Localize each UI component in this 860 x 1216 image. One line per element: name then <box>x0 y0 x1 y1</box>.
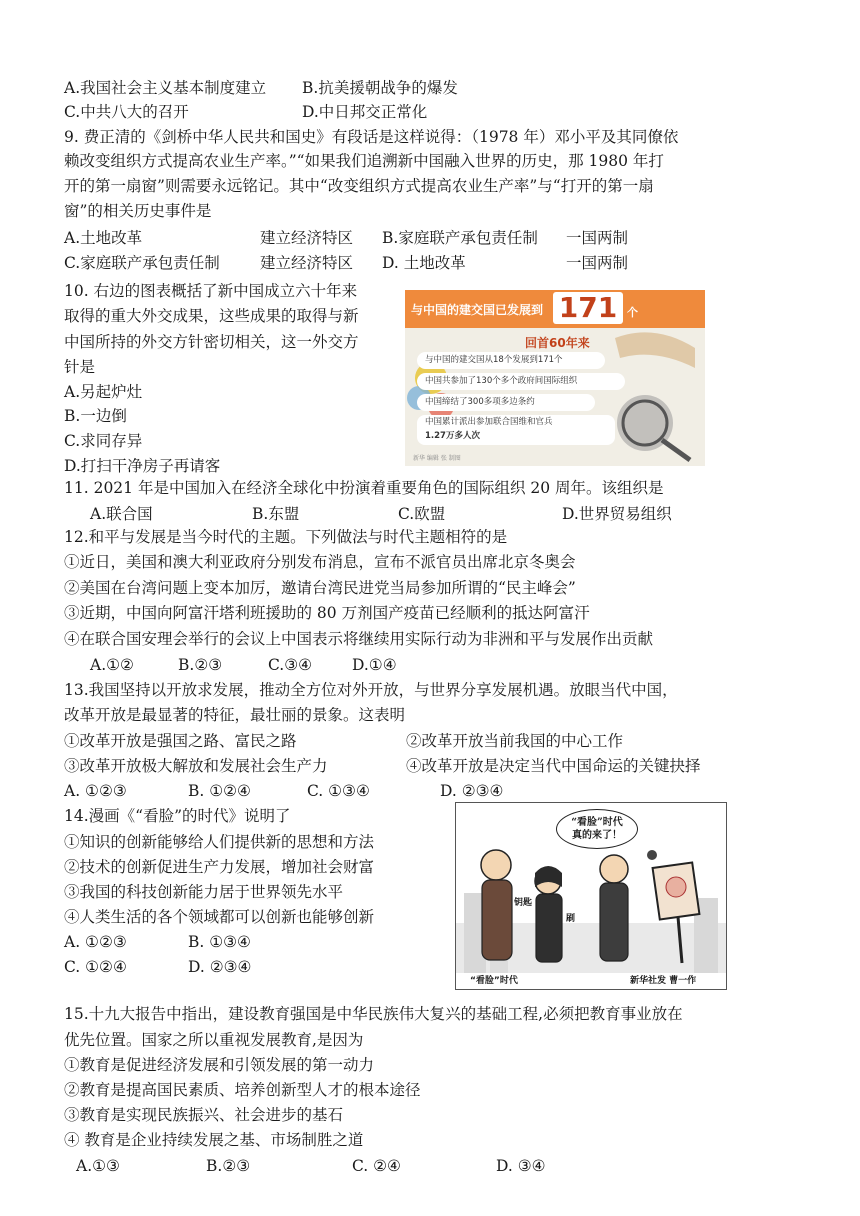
cartoon-caption-title: “看脸”时代 <box>470 976 518 986</box>
q9-option-a2: 建立经济特区 <box>260 229 354 247</box>
q15-item-1: ①教育是促进经济发展和引领发展的第一动力 <box>64 1056 375 1074</box>
q9-stem-line1: 9. 费正清的《剑桥中华人民共和国史》有段话是这样说得：（1978 年）邓小平及其同僚依 <box>64 128 679 146</box>
q8-option-c: C.中共八大的召开 <box>64 103 189 121</box>
q15-option-b: B.②③ <box>206 1157 251 1175</box>
q13-option-b: B. ①②④ <box>188 782 251 800</box>
q9-stem-line4: 窗”的相关历史事件是 <box>64 202 212 220</box>
q15-option-d: D. ③④ <box>496 1157 546 1175</box>
q13-item-4: ④改革开放是决定当代中国命运的关键抉择 <box>406 757 701 775</box>
q10-option-c: C.求同存异 <box>64 432 143 450</box>
q9-option-d2: 一国两制 <box>566 254 629 272</box>
q14-option-c: C. ①②④ <box>64 958 127 976</box>
q12-item-3: ③近期，中国向阿富汗塔利班援助的 80 万剂国产疫苗已经顺利的抵达阿富汗 <box>64 604 590 622</box>
q11-option-a: A.联合国 <box>90 505 153 523</box>
infographic-banner <box>405 290 705 328</box>
q12-stem: 12.和平与发展是当今时代的主题。下列做法与时代主题相符的是 <box>64 528 508 546</box>
infographic-banner-unit: 个 <box>627 306 638 319</box>
q8-option-b: B.抗美援朝战争的爆发 <box>302 79 458 97</box>
q8-option-d: D.中日邦交正常化 <box>302 103 428 121</box>
q11-option-b: B.东盟 <box>252 505 300 523</box>
q9-option-c1: C.家庭联产承包责任制 <box>64 254 220 272</box>
q13-stem-line1: 13.我国坚持以开放求发展，推动全方位对外开放，与世界分享发展机遇。放眼当代中国， <box>64 681 678 699</box>
man-body-icon <box>482 880 512 960</box>
young-man-head-icon <box>600 855 628 883</box>
infographic-banner-text: 与中国的建交国已发展到 <box>411 303 544 317</box>
infographic-row-2: 中国共参加了130个多个政府间国际组织 <box>417 373 625 390</box>
q10-stem-line4: 针是 <box>64 358 96 376</box>
scanned-face-icon <box>666 877 686 897</box>
q9-option-b1: B.家庭联产承包责任制 <box>382 229 538 247</box>
q12-item-2: ②美国在台湾问题上变本加厉，邀请台湾民进党当局参加所谓的“民主峰会” <box>64 579 576 597</box>
q12-option-b: B.②③ <box>178 656 223 674</box>
q13-item-3: ③改革开放极大解放和发展社会生产力 <box>64 757 328 775</box>
q9-option-b2: 一国两制 <box>566 229 629 247</box>
q15-stem-line2: 优先位置。国家之所以重视发展教育,是因为 <box>64 1031 364 1049</box>
infographic-row-4 <box>417 415 615 445</box>
q9-option-d1: D. 土地改革 <box>382 254 466 272</box>
q13-stem-line2: 改革开放是最显著的特征，最壮丽的景象。这表明 <box>64 706 406 724</box>
q10-stem-line3: 中国所持的外交方针密切相关，这一外交方 <box>64 333 359 351</box>
cartoon-label-key: 钥匙 <box>514 898 533 908</box>
q13-option-c: C. ①③④ <box>307 782 370 800</box>
q10-stem-line1: 10. 右边的图表概括了新中国成立六十年来 <box>64 282 358 300</box>
q12-option-a: A.①② <box>90 656 134 674</box>
q13-item-1: ①改革开放是强国之路、富民之路 <box>64 732 297 750</box>
q13-item-2: ②改革开放当前我国的中心工作 <box>406 732 624 750</box>
q10-option-a: A.另起炉灶 <box>64 383 143 401</box>
q14-option-a: A. ①②③ <box>64 933 127 951</box>
q11-stem: 11. 2021 年是中国加入在经济全球化中扮演着重要角色的国际组织 20 周年。该组织是 <box>64 479 664 497</box>
diplomacy-infographic <box>405 290 705 466</box>
q14-option-b: B. ①③④ <box>188 933 251 951</box>
q14-item-1: ①知识的创新能够给人们提供新的思想和方法 <box>64 833 375 851</box>
q9-option-c2: 建立经济特区 <box>260 254 354 272</box>
q12-option-d: D.①④ <box>352 656 397 674</box>
q10-option-d: D.打扫干净房子再请客 <box>64 457 221 475</box>
young-man-body-icon <box>600 883 628 961</box>
q10-option-b: B.一边倒 <box>64 407 127 425</box>
q12-item-1: ①近日，美国和澳大利亚政府分别发布消息，宣布不派官员出席北京冬奥会 <box>64 553 576 571</box>
q9-stem-line2: 赖改变组织方式提高农业生产率。”“如果我们追溯新中国融入世界的历史，那 1980 年打 <box>64 152 664 170</box>
infographic-row-4-line2: 1.27万多人次 <box>425 431 480 441</box>
q15-item-4: ④ 教育是企业持续发展之基、市场制胜之道 <box>64 1131 364 1149</box>
infographic-credit: 新华 编辑 张 制图 <box>413 455 461 462</box>
q15-item-3: ③教育是实现民族振兴、社会进步的基石 <box>64 1106 344 1124</box>
q14-stem: 14.漫画《“看脸”的时代》说明了 <box>64 807 291 825</box>
q15-option-c: C. ②④ <box>352 1157 401 1175</box>
q13-option-a: A. ①②③ <box>64 782 127 800</box>
q11-option-c: C.欧盟 <box>398 505 446 523</box>
q10-stem-line2: 取得的重大外交成果，这些成果的取得与新 <box>64 307 359 325</box>
woman-body-icon <box>536 894 562 962</box>
q12-item-4: ④在联合国安理会举行的会议上中国表示将继续用实际行动为非洲和平与发展作出贡献 <box>64 630 654 648</box>
q11-option-d: D.世界贸易组织 <box>562 505 672 523</box>
q9-option-a1: A.土地改革 <box>64 229 143 247</box>
q15-item-2: ②教育是提高国民素质、培养创新型人才的根本途径 <box>64 1081 421 1099</box>
face-recognition-cartoon <box>455 802 727 990</box>
handshake-icon <box>615 332 695 368</box>
man-head-icon <box>481 850 511 880</box>
cartoon-speech-bubble <box>556 809 638 849</box>
bubble-line-2: 真的来了！ <box>572 830 622 841</box>
q15-stem-line1: 15.十九大报告中指出，建设教育强国是中华民族伟大复兴的基础工程,必须把教育事业放在 <box>64 1005 683 1023</box>
magnifier-handle-icon <box>662 440 690 460</box>
infographic-subtitle: 回首60年来 <box>525 336 590 350</box>
q14-item-3: ③我国的科技创新能力居于世界领先水平 <box>64 883 344 901</box>
q14-option-d: D. ②③④ <box>188 958 252 976</box>
q8-option-a: A.我国社会主义基本制度建立 <box>64 79 267 97</box>
infographic-row-3: 中国缔结了300多项多边条约 <box>417 394 595 411</box>
infographic-row-1: 与中国的建交国从18个发展到171个 <box>417 352 605 369</box>
bubble-line-1: “看脸”时代 <box>571 817 623 828</box>
q12-option-c: C.③④ <box>268 656 313 674</box>
infographic-row-4-line1: 中国累计派出参加联合国维和官兵 <box>425 417 553 427</box>
camera-icon <box>647 850 657 860</box>
cartoon-label-swipe: 刷 <box>566 914 576 924</box>
q14-item-2: ②技术的创新促进生产力发展，增加社会财富 <box>64 858 375 876</box>
q14-item-4: ④人类生活的各个领域都可以创新也能够创新 <box>64 908 375 926</box>
q13-option-d: D. ②③④ <box>440 782 504 800</box>
q15-option-a: A.①③ <box>76 1157 120 1175</box>
cartoon-caption-credit: 新华社发 曹一作 <box>630 976 697 986</box>
infographic-banner-number: 171 <box>553 292 623 324</box>
q9-stem-line3: 开的第一扇窗”则需要永远铭记。其中“改变组织方式提高农业生产率”与“打开的第一扇 <box>64 177 654 195</box>
